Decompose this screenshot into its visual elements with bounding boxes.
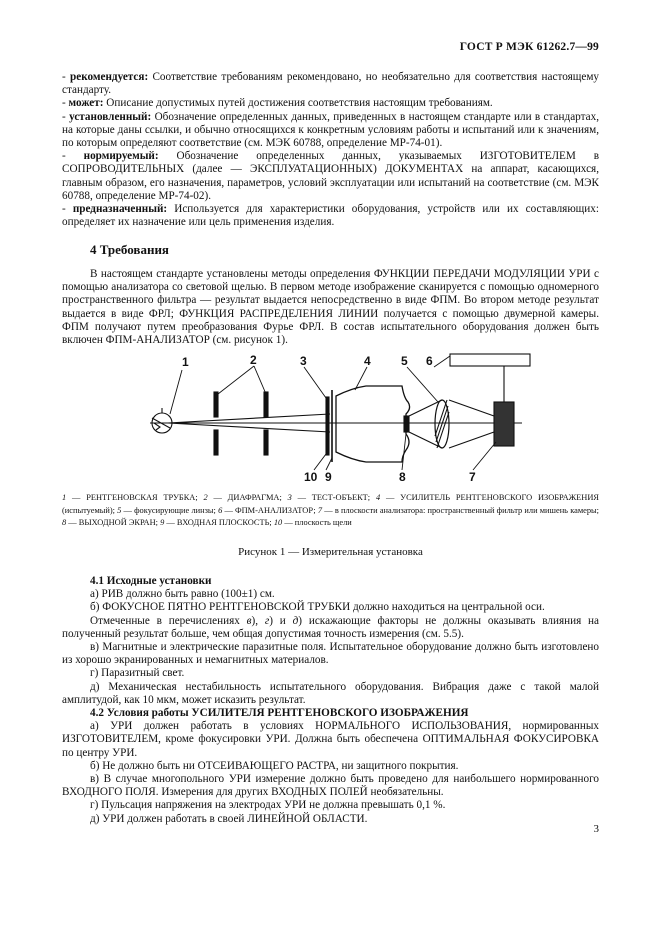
note-text: Отмеченные в перечислениях [90,614,247,627]
section-4-body [62,268,599,347]
item-4-2-d: д) УРИ должен работать в своей ЛИНЕЙНОЙ ОБЛАСТИ. [90,812,368,825]
item-4-2-b: б) Не должно быть ни ОТСЕИВАЮЩЕГО РАСТРА, ни защитного покрытия. [90,759,459,772]
note-ref: д [292,614,299,627]
subsection-4-1-heading: 4.1 Исходные установки [90,575,212,587]
legend-text: — ТЕСТ-ОБЪЕКТ; [291,493,376,502]
label-8: 8 [399,470,406,484]
label-1: 1 [182,355,189,369]
note-text: ) и [269,614,293,627]
item-4-2-g: г) Пульсация напряжения на электродах УРИ не должна превышать 0,1 %. [90,799,446,812]
figure-title: Рисунок 1 — Измерительная установка [238,546,423,558]
definition-term: может: [68,97,104,110]
item-4-1-d: д) Механическая нестабильность испытательного оборудования. Вибрация даже с такой малой амплитудой, как 10 мкм, может исказить результат. [62,680,599,706]
legend-text: — ВХОДНАЯ ПЛОСКОСТЬ; [164,518,274,527]
item-4-2-a: а) УРИ должен работать в условиях НОРМАЛЬНОГО ИСПОЛЬЗОВАНИЯ, нормированных ИЗГОТОВИТЕЛЕМ, кроме фокусировки УРИ. Должна быть обеспечена ОПТИМАЛЬНАЯ ФОКУСИРОВКА по центру УРИ. [62,720,599,759]
legend-number: 1 [62,493,67,502]
definitions [62,71,599,229]
legend-number: 9 [160,518,165,527]
standard-header: ГОСТ Р МЭК 61262.7—99 [459,41,599,53]
legend-text: — ДИАФРАГМА; [207,493,288,502]
definition-term: нормируемый: [83,150,159,163]
note-text: ) искажающие факторы не должны оказывать влияния на полученный результат больше, чем общая допустимая точность измерения (см. 5.5). [62,614,599,640]
beam-line-upper [168,414,330,423]
label-4: 4 [364,354,371,368]
item-4-1-a: а) РИВ должно быть равно (100±1) см. [90,588,275,601]
legend-number: 8 [62,518,67,527]
legend-text: — РЕНТГЕНОВСКАЯ ТРУБКА; [66,493,204,502]
note-ref: г [264,614,270,627]
diaphragm-2-upper [264,392,268,417]
definition-item: - установленный: Обозначение определенных данных, приведенных в настоящем стандарте или в стандартах, на которые даны ссылки, и обычно относящихся к конкретным условиям работы и испытаний или к значениям, по которым определяют соответствие (см. МЭК 60788, определение МР-74-01). [62,110,599,150]
definition-item: - рекомендуется: Соответствие требованиям рекомендовано, но необязательно для соответствия настоящему стандарту. [62,71,599,97]
definition-item: - предназначенный: Используется для характеристики оборудования, устройств или их составляющих: определяет их назначение или цель применения изделия. [62,203,599,229]
label-7: 7 [469,470,476,484]
definition-text: Описание допустимых путей достижения соответствия настоящим требованиям. [103,97,493,110]
beam-line-lower [168,423,330,432]
subsection-4-1 [62,575,599,826]
item-4-1-b: б) ФОКУСНОЕ ПЯТНО РЕНТГЕНОВСКОЙ ТРУБКИ должно находиться на центральной оси. [90,601,545,614]
legend-text: — в плоскости анализатора: пространственный фильтр или мишень камеры; [322,505,600,515]
definition-item: - может: Описание допустимых путей достижения соответствия настоящим требованиям. [62,97,493,110]
definition-text: Обозначение определенных данных, приведенных в настоящем стандарте или в стандартах, на которые даны ссылки, и обычно относящихся к конкретным условиям работы и испытаний или к значениям, по которым определяют соответствие (см. МЭК 60788, определение МР-74-01). [62,110,599,150]
analyzer-plane [494,402,514,446]
definition-term: предназначенный: [72,203,168,216]
diaphragm-2-lower [264,430,268,455]
legend-text: — фокусирующие линзы; [121,505,219,515]
mtf-analyzer-box [450,354,530,366]
legend-number: 10 [273,518,283,527]
definition-text: Соответствие требованиям рекомендовано, но необязательно для соответствия настоящему стандарту. [62,71,599,97]
label-2: 2 [250,353,257,367]
legend-text: — ВЫХОДНОЙ ЭКРАН; [66,518,161,527]
legend-number: 3 [287,493,292,502]
label-3: 3 [300,354,307,368]
measurement-setup-diagram [130,350,550,485]
legend-number: 5 [117,505,122,515]
label-6: 6 [426,354,433,368]
note-text: ), [251,614,265,627]
note-ref: в [246,614,252,627]
item-4-1-v: в) Магнитные и электрические паразитные поля. Испытательное оборудование должно быть изготовлено из хорошо экранированных и немагнитных материалов. [62,641,599,667]
label-10: 10 [304,470,318,484]
test-object [326,397,329,455]
note-4-1 [62,615,599,641]
figure-legend [62,492,599,530]
label-5: 5 [401,354,408,368]
diaphragm-1-lower [214,430,218,455]
item-4-2-v: в) В случае многопольного УРИ измерение должно быть проведено для наибольшего нормированного ВХОДНОГО ПОЛЯ. Измерения для других ВХОДНЫХ ПОЛЕЙ необязательны. [62,773,599,799]
legend-number: 2 [203,493,208,502]
label-9: 9 [325,470,332,484]
image-intensifier [336,386,410,462]
legend-text: — ФПМ-АНАЛИЗАТОР; [222,505,318,515]
legend-number: 7 [317,505,323,515]
page-number: 3 [593,823,599,835]
legend-number: 6 [218,505,223,515]
definition-text: Используется для характеристики оборудования, устройств или их составляющих: определяет их назначение или цель применения изделия. [62,203,599,229]
definition-term: рекомендуется: [70,71,149,83]
subsection-4-2-heading: 4.2 Условия работы УСИЛИТЕЛЯ РЕНТГЕНОВСКОГО ИЗОБРАЖЕНИЯ [90,707,469,720]
diaphragm-1-upper [214,392,218,417]
item-4-1-g: г) Паразитный свет. [90,667,185,680]
definition-item: - нормируемый: Обозначение определенных данных, указываемых ИЗГОТОВИТЕЛЕМ в СОПРОВОДИТЕЛЬНЫХ (далее — ЭКСПЛУАТАЦИОННЫХ) ДОКУМЕНТАХ на аппарат, касающихся, главным образом, его назначения, параметров, условий эксплуатации или испытаний на соответствие (см. МЭК 60788, определение МР-74-02). [62,150,600,202]
definition-term: установленный: [69,110,152,123]
section-4-heading: 4 Требования [90,242,169,257]
legend-number: 4 [375,493,381,502]
legend-text: — УСИЛИТЕЛЬ РЕНТГЕНОВСКОГО ИЗОБРАЖЕНИЯ (испытуемый); [62,493,599,515]
definition-text: Обозначение определенных данных, указываемых ИЗГОТОВИТЕЛЕМ в СОПРОВОДИТЕЛЬНЫХ (далее — ЭКСПЛУАТАЦИОННЫХ) ДОКУМЕНТАХ на аппарат, касающихся, главным образом, его назначения, параметров, условий эксплуатации или испытаний на соответствие (см. МЭК 60788, определение МР-74-02). [62,150,600,202]
output-screen [404,416,409,432]
section-4-paragraph: В настоящем стандарте установлены методы определения ФУНКЦИИ ПЕРЕДАЧИ МОДУЛЯЦИИ УРИ с помощью анализатора со световой щелью. В первом методе изображение сканируется с помощью одномерного пространственного фильтра — результат выдается непосредственно в виде ФПМ. Во втором методе результат выдается в виде ФРЛ; ФУНКЦИЯ РАСПРЕДЕЛЕНИЯ ЛИНИИ получается с помощью двумерной камеры. ФПМ получают путем преобразования Фурье ФРЛ. В состав испытательного оборудования должен быть включен ФПМ-АНАЛИЗАТОР (см. рисунок 1). [62,268,599,347]
legend-text: — плоскость щели [282,518,352,527]
